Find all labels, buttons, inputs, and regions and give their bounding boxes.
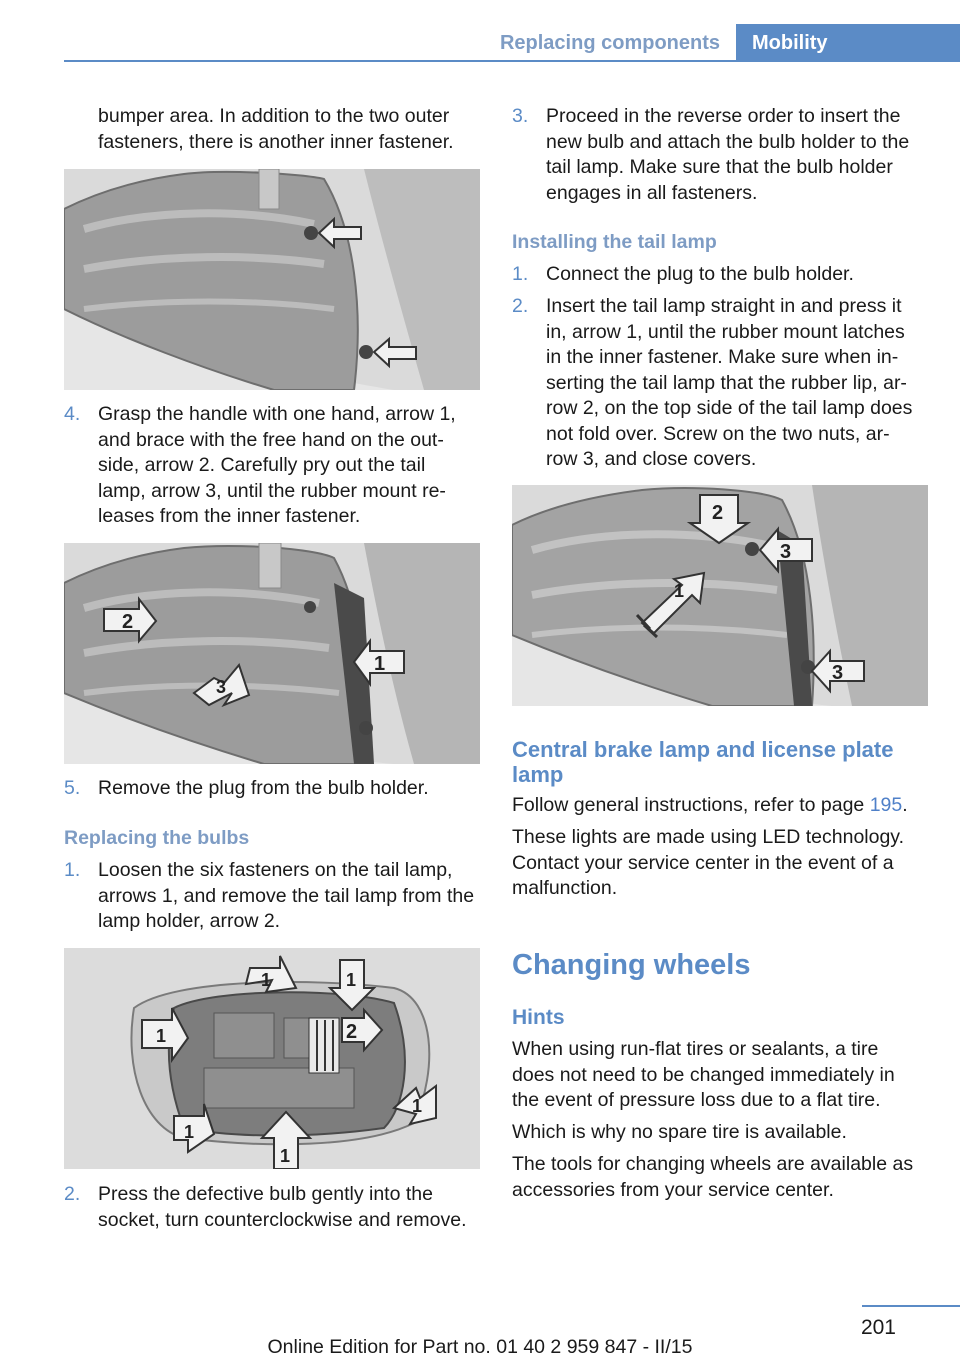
figure-taillamp-rear-fasteners bbox=[64, 948, 480, 1169]
text-line: serting the tail lamp that the rubber lip, ar‐ bbox=[546, 371, 907, 394]
text-line: arrows 1, and remove the tail lamp from the bbox=[98, 884, 475, 907]
figure-install-taillamp bbox=[512, 485, 928, 706]
hints-paragraph bbox=[512, 1037, 895, 1114]
text-line: in the inner fastener. Make sure when in‐ bbox=[546, 346, 899, 368]
step-text bbox=[98, 776, 429, 802]
figure-taillamp-fasteners bbox=[64, 169, 480, 390]
callout-label: 1 bbox=[261, 970, 272, 990]
text-line: lamp holder, arrow 2. bbox=[98, 910, 281, 932]
step-number: 3. bbox=[512, 105, 529, 127]
text-line: engages in all fasteners. bbox=[546, 181, 758, 204]
text-line: Remove the plug from the bulb holder. bbox=[98, 777, 429, 799]
text-line: When using run-flat tires or sealants, a tire bbox=[512, 1038, 879, 1060]
replace-step-2 bbox=[64, 1182, 484, 1234]
header-chapter-tab: Mobility bbox=[736, 24, 960, 62]
callout-label: 1 bbox=[674, 581, 685, 601]
step-text bbox=[546, 294, 912, 473]
heading-line: Central brake lamp and license plate bbox=[512, 737, 894, 762]
text-line: new bulb and attach the bulb holder to the bbox=[546, 130, 910, 153]
callout-label: 1 bbox=[374, 653, 386, 675]
callout-label: 1 bbox=[280, 1146, 291, 1166]
callout-label: 1 bbox=[346, 970, 357, 990]
text-line: leases from the inner fastener. bbox=[98, 505, 361, 527]
heading-central-brake-lamp bbox=[512, 737, 893, 787]
text-line: These lights are made using LED technology. bbox=[512, 826, 905, 848]
callout-label: 3 bbox=[832, 662, 844, 684]
text-line: socket, turn counterclockwise and remove. bbox=[98, 1208, 467, 1231]
text-line: not fold over. Screw on the two nuts, ar‐ bbox=[546, 422, 890, 445]
callout-label: 2 bbox=[712, 502, 724, 524]
page-number-rule bbox=[862, 1305, 960, 1307]
header-section-title: Replacing components bbox=[499, 32, 720, 54]
callout-label: 2 bbox=[346, 1021, 358, 1043]
text-line: Grasp the handle with one hand, arrow 1, bbox=[98, 403, 456, 425]
text-line: row 2, on the top side of the tail lamp does bbox=[546, 397, 913, 419]
text-line: Connect the plug to the bulb holder. bbox=[546, 263, 854, 285]
text-line: malfunction. bbox=[512, 877, 618, 899]
text-line: and brace with the free hand on the out‐ bbox=[98, 428, 444, 451]
text-line: Proceed in the reverse order to insert the bbox=[546, 105, 901, 127]
step-text bbox=[98, 858, 474, 935]
callout-label: 2 bbox=[122, 611, 134, 633]
text-line: Press the defective bulb gently into the bbox=[98, 1183, 433, 1205]
step-number: 4. bbox=[64, 403, 81, 425]
callout-label: 3 bbox=[216, 677, 227, 697]
tools-paragraph bbox=[512, 1152, 913, 1203]
callout-label: 1 bbox=[156, 1026, 167, 1046]
subheading-installing-taillamp: Installing the tail lamp bbox=[512, 231, 717, 253]
text-line: fasteners, there is another inner fastener. bbox=[98, 130, 454, 153]
step-number: 1. bbox=[512, 263, 529, 285]
text-line: The tools for changing wheels are available as bbox=[512, 1153, 914, 1175]
led-paragraph bbox=[512, 825, 904, 902]
callout-label: 1 bbox=[184, 1122, 195, 1142]
page-reference-link[interactable]: 195 bbox=[869, 794, 903, 816]
step-number: 1. bbox=[64, 859, 81, 881]
replace-step-1 bbox=[64, 858, 484, 936]
heading-changing-wheels: Changing wheels bbox=[512, 949, 751, 981]
text-line: tail lamp. Make sure that the bulb holder bbox=[546, 156, 893, 178]
edition-footer: Online Edition for Part no. 01 40 2 959 847 - II/15 bbox=[267, 1336, 693, 1358]
text-line: bumper area. In addition to the two outer bbox=[98, 105, 450, 127]
text-line: lamp, arrow 3, until the rubber mount re‐ bbox=[98, 479, 446, 502]
follow-text: Follow general instructions, refer to page bbox=[512, 794, 870, 816]
step-number: 5. bbox=[64, 777, 81, 799]
subheading-replacing-bulbs: Replacing the bulbs bbox=[64, 827, 250, 849]
follow-instructions-paragraph bbox=[512, 793, 908, 819]
text-line: accessories from your service center. bbox=[512, 1178, 834, 1201]
step-4 bbox=[64, 402, 484, 532]
step-text bbox=[546, 262, 854, 288]
text-line: side, arrow 2. Carefully pry out the tail bbox=[98, 454, 426, 476]
step-text bbox=[98, 1182, 467, 1233]
text-line: Loosen the six fasteners on the tail lamp, bbox=[98, 859, 453, 881]
page-number: 201 bbox=[860, 1316, 896, 1339]
step-number: 2. bbox=[64, 1183, 81, 1205]
intro-paragraph bbox=[98, 104, 454, 155]
install-step-2 bbox=[512, 294, 932, 474]
text-line: in, arrow 1, until the rubber mount latches bbox=[546, 320, 905, 343]
header-rule bbox=[64, 60, 960, 62]
step-text bbox=[98, 402, 456, 530]
text-line: row 3, and close covers. bbox=[546, 448, 757, 470]
install-step-1 bbox=[512, 262, 932, 288]
heading-hints: Hints bbox=[512, 1006, 565, 1029]
callout-label: 1 bbox=[412, 1096, 423, 1116]
step-text bbox=[546, 104, 909, 206]
spare-tire-paragraph: Which is why no spare tire is available. bbox=[512, 1121, 847, 1143]
callout-label: 3 bbox=[780, 541, 792, 563]
step-5 bbox=[64, 776, 484, 802]
follow-punct: . bbox=[902, 794, 908, 816]
text-line: the event of pressure loss due to a flat tire. bbox=[512, 1089, 881, 1111]
text-line: Contact your service center in the event of a bbox=[512, 851, 894, 874]
replace-step-3 bbox=[512, 104, 932, 208]
figure-pry-out-taillamp bbox=[64, 543, 480, 764]
text-line: Insert the tail lamp straight in and press it bbox=[546, 295, 902, 317]
step-number: 2. bbox=[512, 295, 529, 317]
heading-line: lamp bbox=[512, 762, 564, 787]
text-line: does not need to be changed immediately in bbox=[512, 1063, 895, 1086]
